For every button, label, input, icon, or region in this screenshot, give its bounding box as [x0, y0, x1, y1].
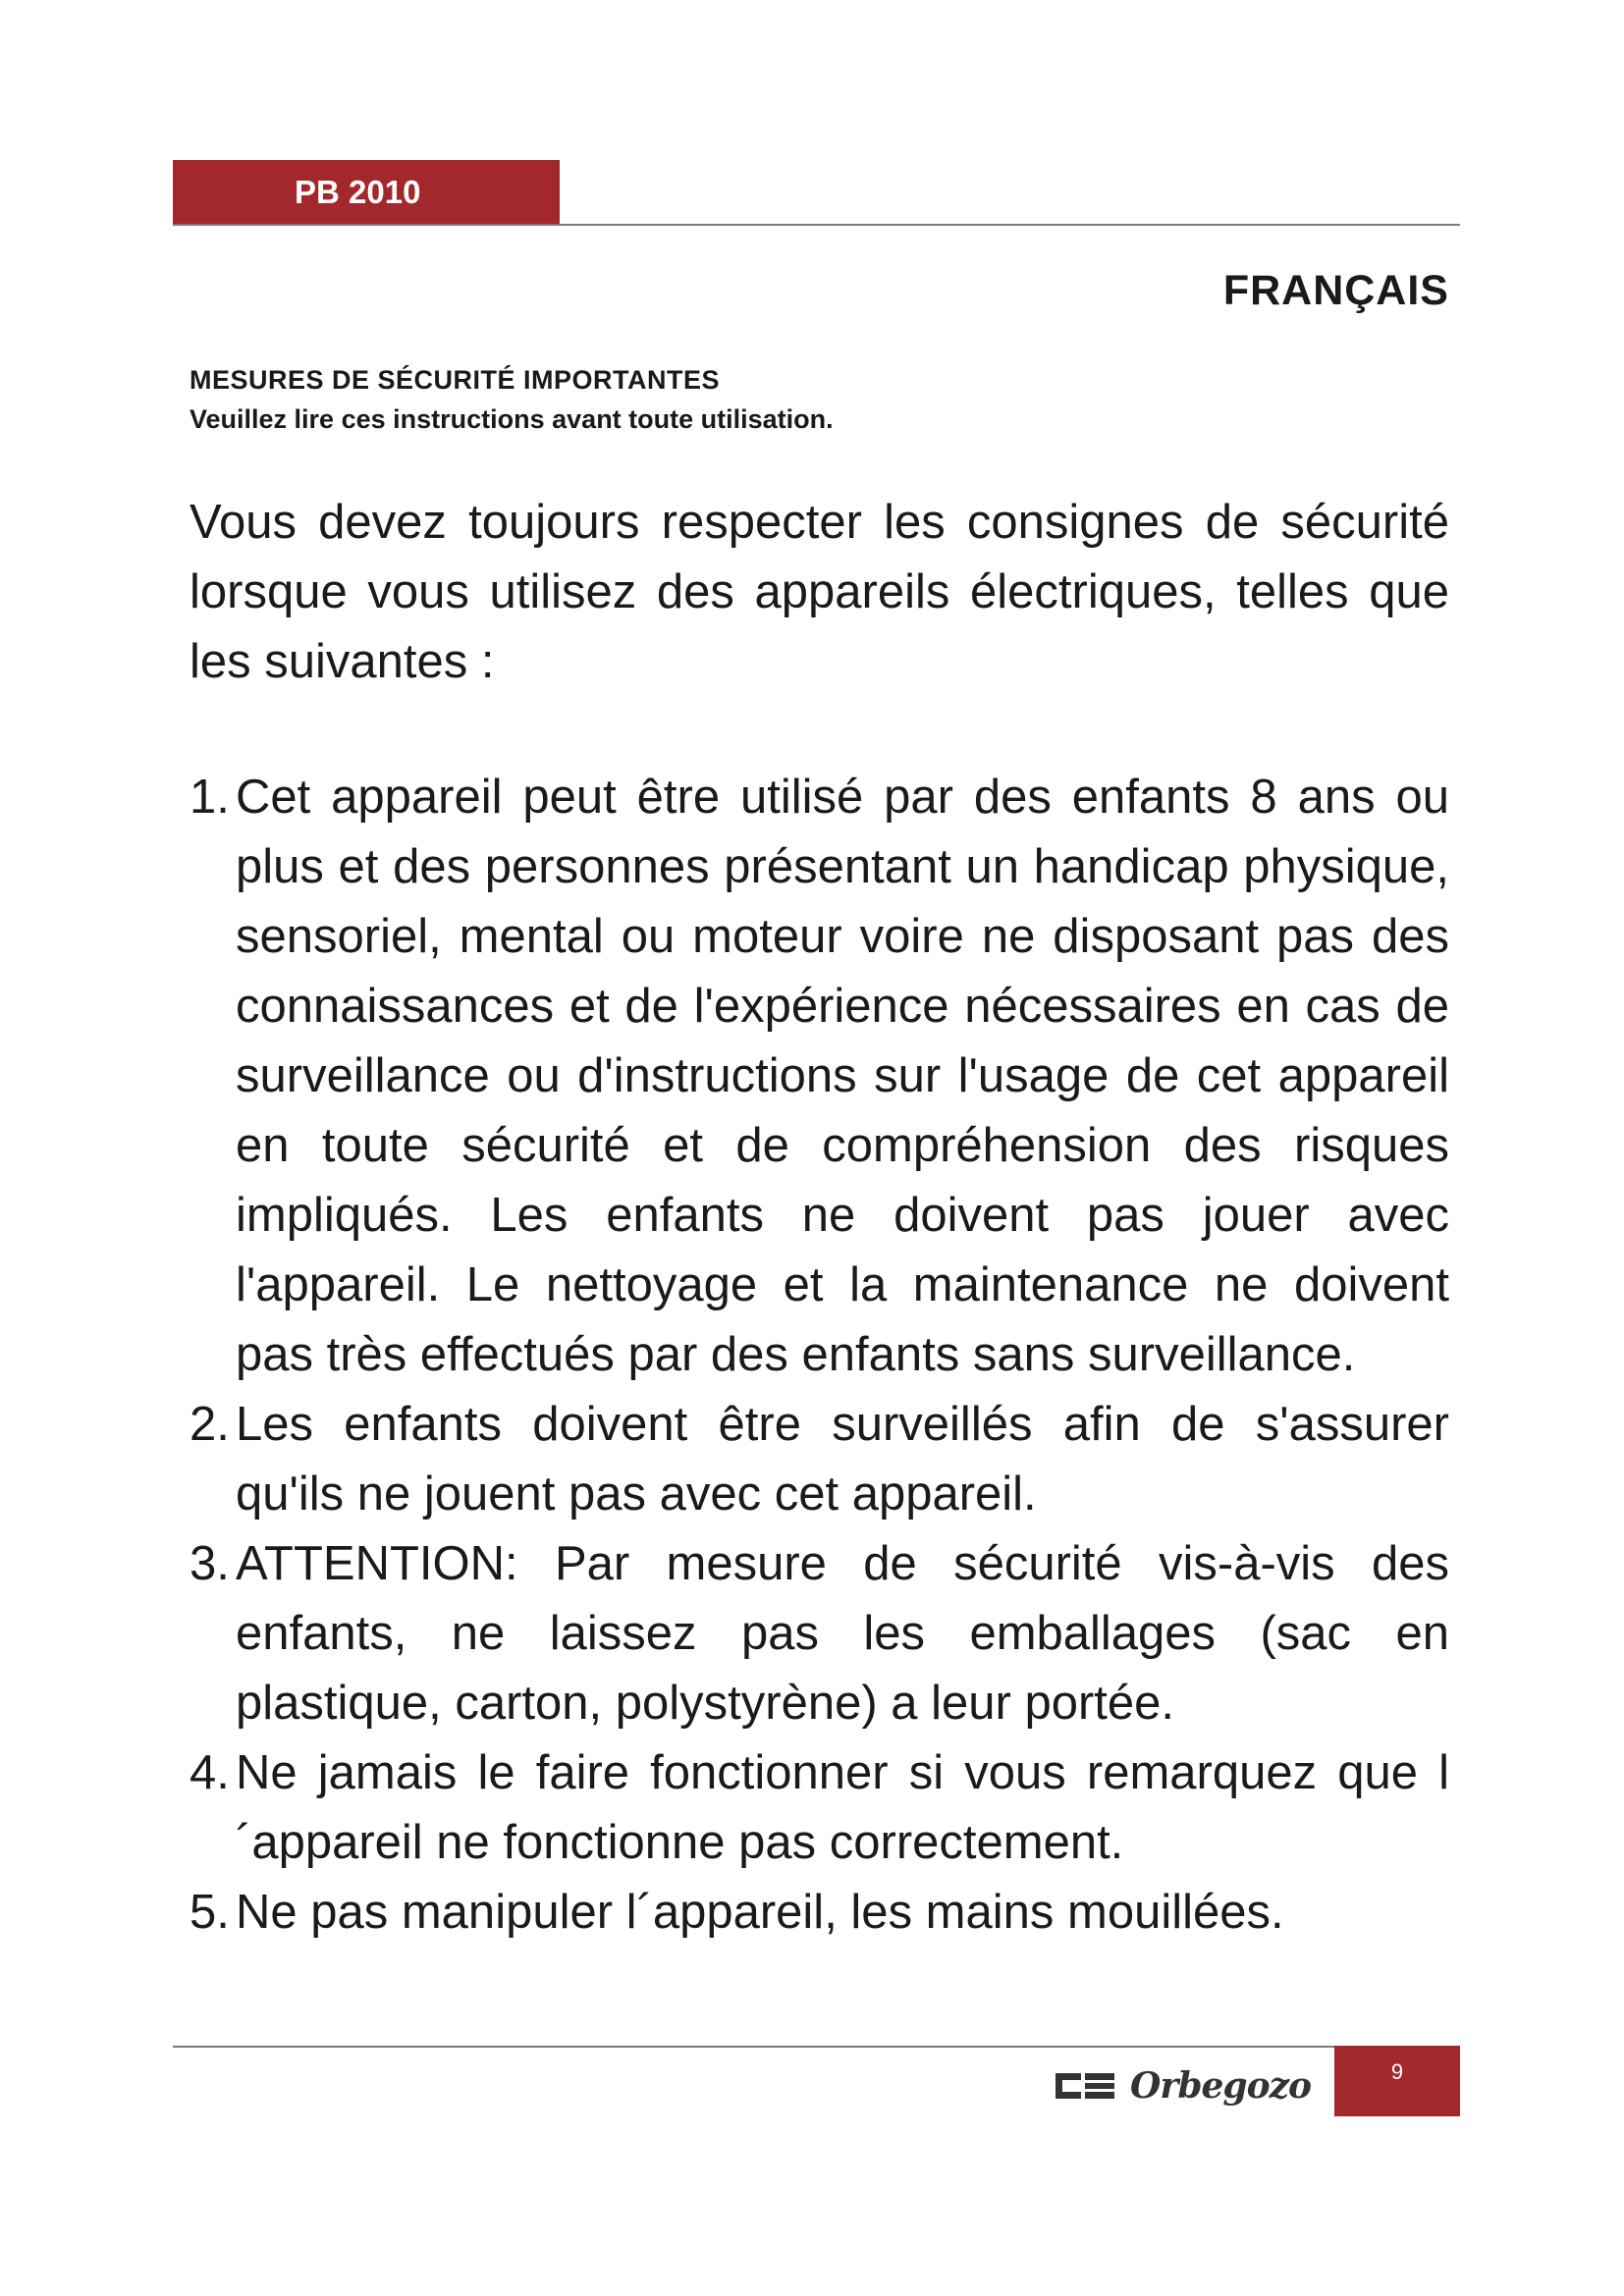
list-item-number: 3. [189, 1537, 230, 1590]
model-label: PB 2010 [295, 174, 421, 210]
list-item-text: Cet appareil peut être utilisé par des enfants 8 ans ou plus et des personnes présentant un handicap physique, sensoriel, mental ou moteur voire ne disposant pas des connaissances et de l'expérience nécessaires en cas de surveillance ou d'instructions sur l'usage de cet appareil en toute sécurité et de compréhension des risques impliqués. Les enfants ne doivent pas jouer avec l'appareil. Le nettoyage et la maintenance ne doivent pas très effectués par des enfants sans surveillance. [236, 771, 1449, 1381]
list-item [189, 1529, 1449, 1738]
header-divider [173, 224, 1460, 226]
language-heading: FRANÇAIS [1222, 267, 1449, 314]
list-item-number: 4. [189, 1746, 230, 1799]
list-item-text: ATTENTION: Par mesure de sécurité vis-à-vis des enfants, ne laissez pas les emballages (sac en plastique, carton, polystyrène) a leur portée. [236, 1537, 1449, 1730]
brand-logo [1056, 2059, 1321, 2112]
list-item-number: 1. [189, 771, 230, 824]
list-item [189, 1738, 1449, 1878]
list-item-number: 5. [189, 1886, 230, 1939]
brand-name: Orbegozo [1130, 2065, 1312, 2107]
list-item-text: Ne jamais le faire fonctionner si vous remarquez que l´appareil ne fonctionne pas correctement. [236, 1746, 1449, 1869]
list-item-text: Ne pas manipuler l´appareil, les mains mouillées. [236, 1886, 1284, 1939]
model-tab [173, 160, 560, 225]
list-item-number: 2. [189, 1398, 230, 1451]
list-item [189, 1878, 1449, 1948]
safety-title: MESURES DE SÉCURITÉ IMPORTANTES [189, 365, 721, 395]
list-item [189, 1390, 1449, 1529]
list-item-text: Les enfants doivent être surveillés afin de s'assurer qu'ils ne jouent pas avec cet appareil. [236, 1398, 1449, 1521]
page-number: 9 [1390, 2059, 1404, 2084]
safety-rules-list [189, 763, 1449, 1948]
page-number-box [1334, 2046, 1460, 2116]
intro-paragraph: Vous devez toujours respecter les consignes de sécurité lorsque vous utilisez des appareils électriques, telles que les suivantes : [189, 496, 1449, 688]
footer-divider [173, 2046, 1460, 2048]
brand-mark-icon [1056, 2071, 1116, 2101]
list-item [189, 763, 1449, 1390]
safety-subtitle: Veuillez lire ces instructions avant toute utilisation. [189, 404, 834, 434]
